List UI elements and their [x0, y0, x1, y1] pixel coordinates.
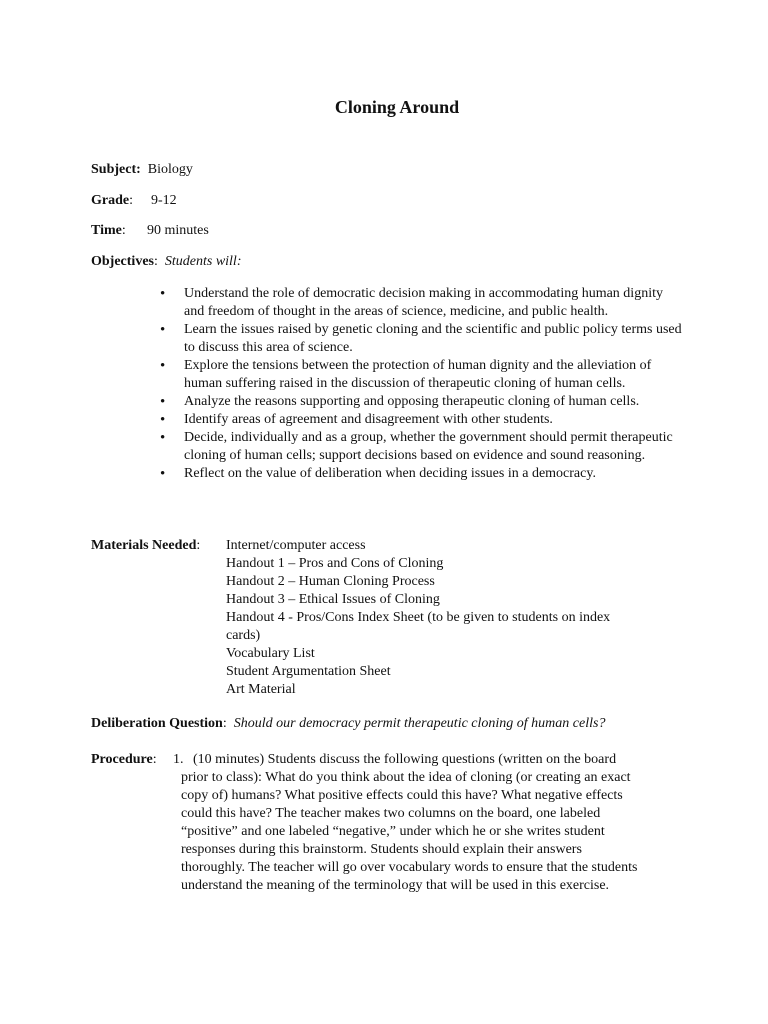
procedure-label: Procedure — [91, 752, 153, 767]
grade-label: Grade — [91, 193, 130, 208]
deliberation-row — [91, 715, 605, 733]
objectives-intro: Students will: — [164, 254, 242, 269]
deliberation-sep: : — [222, 716, 227, 731]
objective-item: • Learn the issues raised by genetic cloning and the scientific and public policy terms used to discuss this area of science. — [0, 321, 684, 357]
objective-item: • Analyze the reasons supporting and opposing therapeutic cloning of human cells. — [0, 393, 684, 411]
procedure-number: 1. — [173, 752, 184, 767]
procedure-sep: : — [152, 752, 157, 767]
objective-item: • Decide, individually and as a group, whether the government should permit therapeutic cloning of human cells; support decisions based on evidence and sound reasoning. — [0, 429, 684, 465]
objective-item: • Reflect on the value of deliberation when deciding issues in a democracy. — [0, 465, 684, 483]
time-value: 90 minutes — [147, 223, 209, 238]
material-item: Vocabulary List — [226, 646, 315, 661]
objective-item: • Identify areas of agreement and disagreement with other students. — [0, 411, 684, 429]
materials-label-row — [91, 537, 200, 555]
objectives-sep: : — [153, 254, 158, 269]
objective-item: • Explore the tensions between the protection of human dignity and the alleviation of human suffering raised in the discussion of therapeutic cloning of human cells. — [0, 357, 684, 393]
time-sep: : — [121, 223, 126, 238]
objectives-row — [91, 253, 242, 271]
objectives-label: Objectives — [91, 254, 154, 269]
grade-row — [91, 192, 133, 210]
procedure-step-text: (10 minutes) Students discuss the following questions (written on the board prior to class): What do you think about the idea of cloning (or creating an exact copy of) humans? What positive effects could this have? What negative effects could this have? The teacher makes two columns on the board, one labeled “positive” and one labeled “negative,” under which he or she writes student responses during this brainstorm. Students should explain their answers thoroughly. The teacher will go over vocabulary words to ensure that the students understand the meaning of the terminology that will be used in this exercise. — [181, 752, 638, 893]
materials-sep: : — [196, 538, 201, 553]
materials-list — [226, 537, 610, 699]
grade-value: 9-12 — [151, 193, 177, 208]
procedure-text — [181, 751, 641, 895]
material-item: Handout 1 – Pros and Cons of Cloning — [226, 556, 444, 571]
grade-sep: : — [129, 193, 133, 208]
time-row — [91, 222, 126, 240]
procedure-label-row — [91, 751, 157, 769]
deliberation-question: Should our democracy permit therapeutic cloning of human cells? — [233, 716, 606, 731]
material-item: cards) — [226, 628, 261, 643]
subject-row — [91, 161, 193, 179]
objectives-list — [0, 285, 684, 483]
material-item: Student Argumentation Sheet — [226, 664, 391, 679]
material-item: Handout 4 - Pros/Cons Index Sheet (to be given to students on index — [226, 610, 611, 625]
page-title: Cloning Around — [334, 97, 460, 117]
material-item: Internet/computer access — [226, 538, 366, 553]
material-item: Handout 3 – Ethical Issues of Cloning — [226, 592, 440, 607]
subject-label: Subject: — [91, 162, 141, 177]
materials-label: Materials Needed — [91, 538, 197, 553]
material-item: Art Material — [226, 682, 296, 697]
material-item: Handout 2 – Human Cloning Process — [226, 574, 435, 589]
objective-item: • Understand the role of democratic decision making in accommodating human dignity and freedom of thought in the areas of science, medicine, and public health. — [0, 285, 684, 321]
deliberation-label: Deliberation Question — [91, 716, 223, 731]
subject-value: Biology — [147, 162, 193, 177]
time-label: Time — [91, 223, 122, 238]
